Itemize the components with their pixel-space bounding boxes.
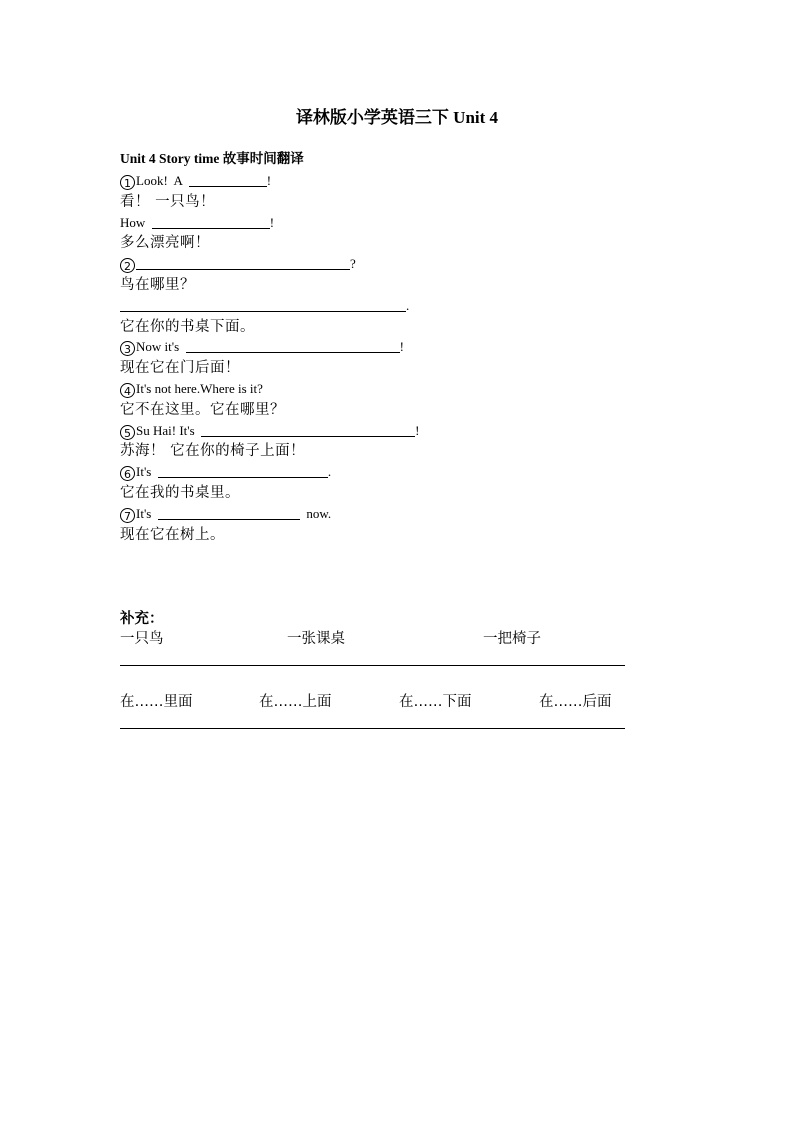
english-prefix: Look! A bbox=[136, 173, 189, 188]
chinese-translation: 现在它在树上。 bbox=[120, 526, 225, 543]
supplement-title: 补充： bbox=[120, 611, 164, 627]
chinese-translation: 它在我的书桌里。 bbox=[120, 484, 240, 501]
item-number-badge: 7 bbox=[120, 508, 135, 523]
english-prefix: It's bbox=[136, 505, 158, 521]
chinese-translation: 看！ 一只鸟！ bbox=[120, 193, 216, 210]
english-suffix: ! bbox=[415, 422, 420, 438]
english-suffix: ? bbox=[350, 256, 356, 272]
answer-line-1[interactable] bbox=[120, 665, 625, 666]
item-number-badge: 6 bbox=[120, 466, 135, 481]
vocab-chair: 一把椅子 bbox=[483, 631, 541, 647]
vocab-bird: 一只鸟 bbox=[120, 631, 164, 647]
fill-in-blank[interactable] bbox=[201, 422, 415, 437]
fill-in-blank[interactable] bbox=[136, 255, 350, 270]
exercise-en-line bbox=[120, 337, 640, 358]
english-suffix: ! bbox=[266, 173, 272, 188]
vocab-desk: 一张课桌 bbox=[287, 631, 345, 647]
english-suffix: . bbox=[406, 297, 410, 313]
exercise-en-line bbox=[120, 213, 640, 234]
chinese-translation: 现在它在门后面！ bbox=[120, 360, 240, 377]
vocab-under: 在……下面 bbox=[399, 694, 472, 710]
item-number-badge: 1 bbox=[120, 175, 135, 190]
chinese-translation: 苏海！ 它在你的椅子上面！ bbox=[120, 443, 306, 460]
exercise-en-line bbox=[120, 254, 640, 275]
exercise-en-line bbox=[120, 504, 640, 525]
chinese-translation: 它不在这里。它在哪里？ bbox=[120, 401, 285, 418]
english-prefix: How bbox=[120, 214, 152, 230]
english-prefix: Now it's bbox=[136, 339, 186, 355]
english-sentence: It's not here.Where is it? bbox=[136, 380, 263, 396]
answer-line-2[interactable] bbox=[120, 728, 625, 729]
exercise-en-line bbox=[120, 171, 640, 192]
vocab-behind: 在……后面 bbox=[539, 694, 612, 710]
item-number-badge: 4 bbox=[120, 383, 135, 398]
page-title: 译林版小学英语三下 Unit 4 bbox=[295, 108, 499, 127]
vocab-on: 在……上面 bbox=[259, 694, 332, 710]
fill-in-blank[interactable] bbox=[186, 338, 400, 353]
fill-in-blank[interactable] bbox=[158, 505, 300, 520]
fill-in-blank[interactable] bbox=[152, 214, 270, 229]
exercise-en-line bbox=[120, 462, 640, 483]
fill-in-blank[interactable] bbox=[158, 463, 328, 478]
item-number-badge: 3 bbox=[120, 341, 135, 356]
chinese-translation: 鸟在哪里？ bbox=[120, 276, 195, 293]
exercise-en-line bbox=[120, 296, 640, 317]
exercise-en-line bbox=[120, 379, 640, 400]
section-subtitle: Unit 4 Story time 故事时间翻译 bbox=[120, 151, 304, 166]
english-suffix: now. bbox=[299, 505, 332, 521]
exercise-en-line bbox=[120, 421, 640, 442]
english-suffix: ! bbox=[399, 339, 404, 355]
translation-exercise bbox=[120, 171, 640, 545]
english-suffix: . bbox=[327, 464, 332, 480]
vocab-in: 在……里面 bbox=[120, 694, 193, 710]
item-number-badge: 5 bbox=[120, 425, 135, 440]
chinese-translation: 它在你的书桌下面。 bbox=[120, 318, 255, 335]
english-suffix: ! bbox=[269, 214, 275, 230]
chinese-translation: 多么漂亮啊！ bbox=[120, 235, 210, 252]
english-prefix: Su Hai! It's bbox=[136, 422, 202, 438]
fill-in-blank[interactable] bbox=[120, 297, 406, 312]
fill-in-blank[interactable] bbox=[189, 172, 267, 187]
english-prefix: It's bbox=[136, 464, 158, 480]
item-number-badge: 2 bbox=[120, 258, 135, 273]
